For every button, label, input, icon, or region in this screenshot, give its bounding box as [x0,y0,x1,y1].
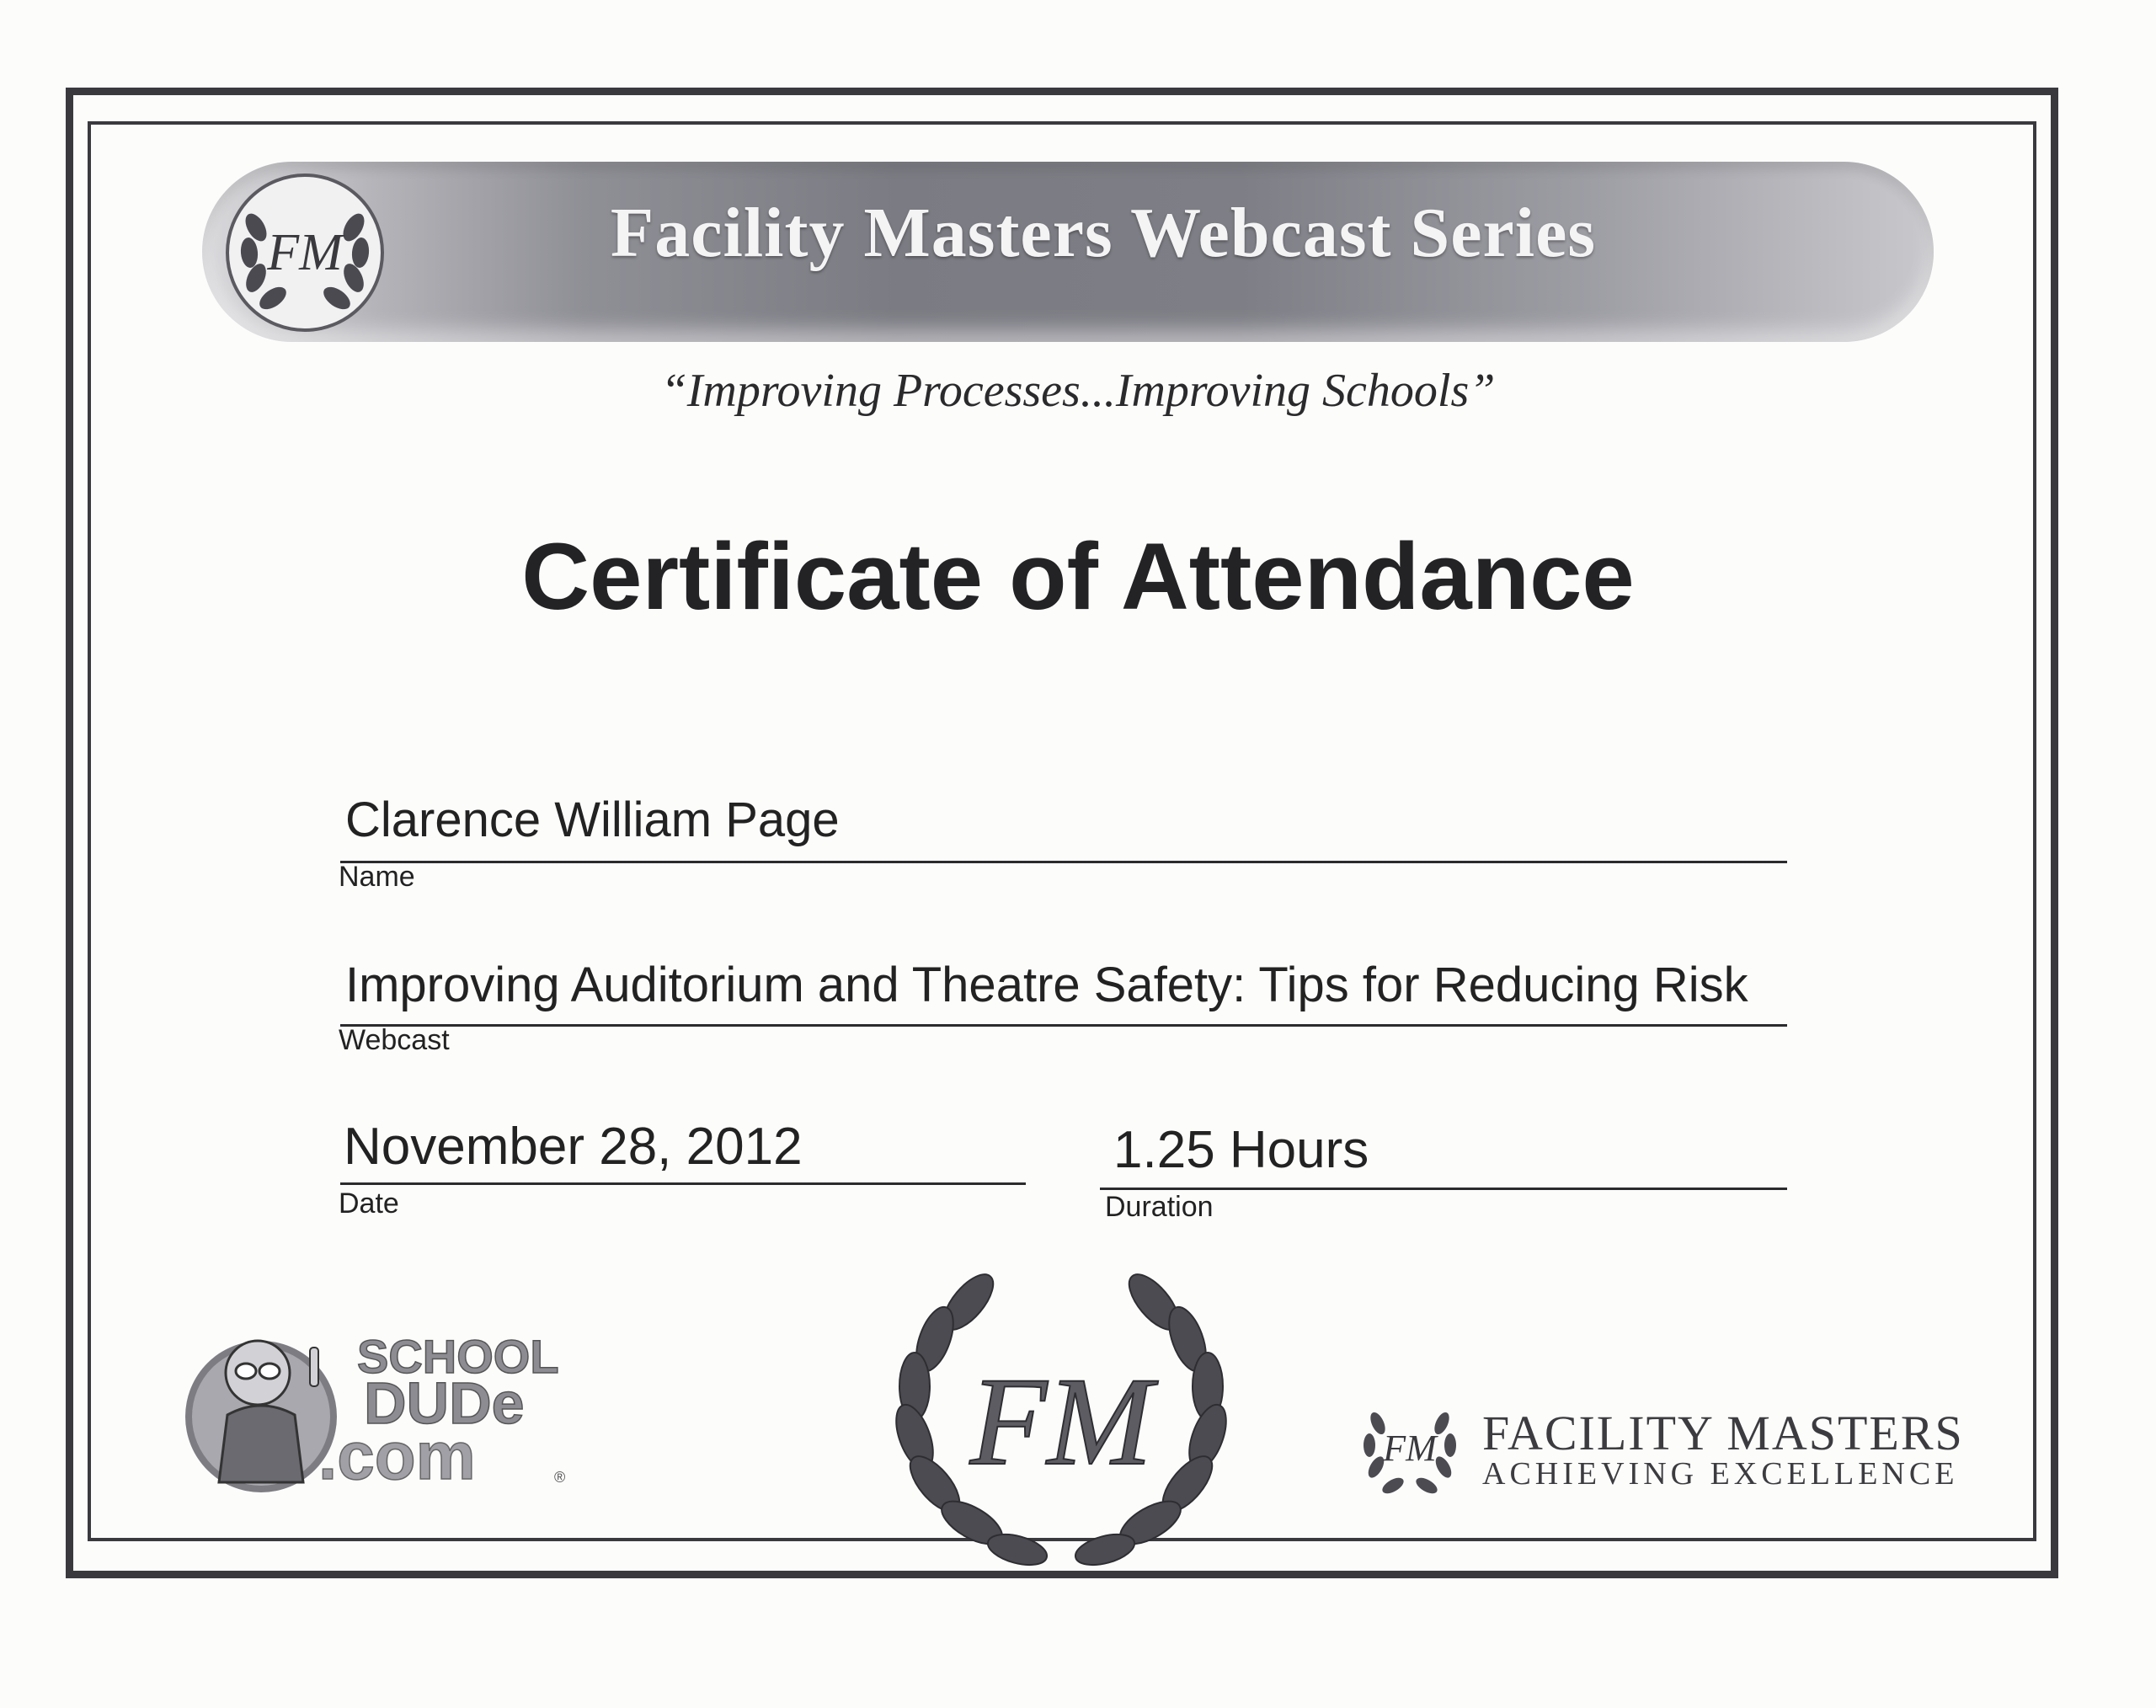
center-monogram: FM [969,1352,1153,1492]
series-title: Facility Masters Webcast Series [610,194,1597,272]
date-value: November 28, 2012 [344,1118,803,1176]
fm-small-wreath-logo-icon [1353,1390,1467,1504]
schooldude-line2: DUDe [364,1370,525,1436]
small-logo-monogram: FM [1383,1428,1437,1469]
banner-logo-monogram: FM [267,224,343,281]
schooldude-logo [177,1314,581,1499]
schooldude-line3: .com [318,1418,476,1493]
name-underline [340,861,1787,863]
certificate-title: Certificate of Attendance [521,524,1635,629]
webcast-value: Improving Auditorium and Theatre Safety: Tips for Reducing Risk [345,958,1748,1012]
schooldude-line1: SCHOOL [357,1330,559,1383]
duration-value: 1.25 Hours [1113,1121,1369,1179]
registered-mark: ® [554,1469,566,1486]
facility-masters-tagline: ACHIEVING EXCELLENCE [1482,1456,1959,1492]
webcast-label: Webcast [339,1024,450,1056]
name-value: Clarence William Page [345,793,840,847]
name-label: Name [339,861,415,893]
date-label: Date [339,1188,399,1220]
date-underline [340,1182,1026,1185]
fm-wreath-logo-icon [221,168,389,337]
webcast-underline [340,1024,1787,1027]
facility-masters-name: FACILITY MASTERS [1482,1406,1964,1460]
center-laurel-wreath-icon [876,1272,1246,1575]
duration-label: Duration [1105,1191,1214,1223]
duration-underline [1100,1188,1787,1190]
tagline: “Improving Processes...Improving Schools” [660,365,1496,417]
